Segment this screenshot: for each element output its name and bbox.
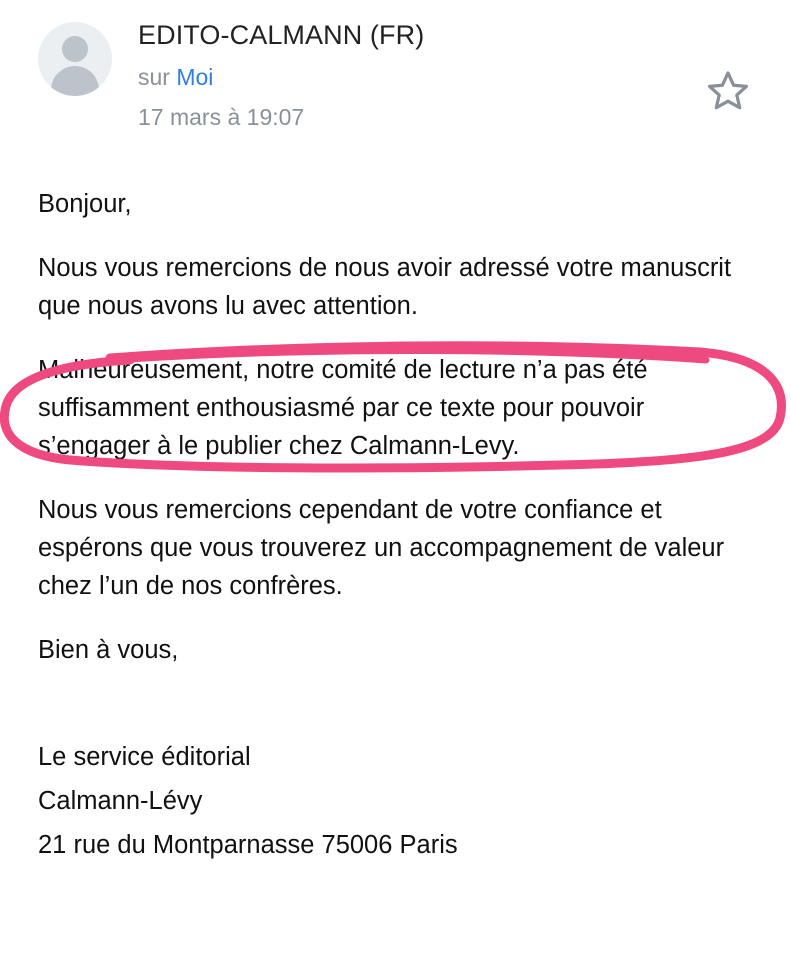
body-paragraph-signoff: Bien à vous,: [38, 636, 179, 664]
body-paragraph-thanks: Nous vous remercions de nous avoir adressé votre manuscrit que nous avons lu avec attention.: [38, 254, 732, 320]
body-paragraph-rejection: Malheureusement, notre comité de lecture n’a pas été suffisamment enthousiasmé par ce texte pour pouvoir s’engager à le publier chez Calmann-Levy.: [38, 356, 648, 460]
signature-line-address: 21 rue du Montparnasse 75006 Paris: [38, 831, 458, 859]
message-body: [0, 185, 791, 669]
star-icon[interactable]: [705, 68, 751, 114]
body-paragraph-closing: Nous vous remercions cependant de votre confiance et espérons que vous trouverez un accompagnement de valeur chez l’un de nos confrères.: [38, 496, 725, 600]
message-header: [0, 0, 791, 133]
folder-link[interactable]: Moi: [176, 64, 214, 90]
body-paragraph-greeting: Bonjour,: [38, 190, 132, 218]
signature-block: [0, 735, 791, 867]
message-date: 17 mars à 19:07: [138, 104, 305, 130]
header-text-block: [138, 18, 767, 133]
signature-line-company: Calmann-Lévy: [38, 787, 203, 815]
avatar-head-shape: [62, 36, 88, 62]
signature-line-department: Le service éditorial: [38, 743, 251, 771]
avatar-body-shape: [51, 66, 99, 96]
on-label: sur: [138, 64, 170, 90]
avatar: [38, 22, 112, 96]
sender-name: EDITO-CALMANN (FR): [138, 20, 425, 50]
folder-line: [138, 61, 767, 93]
